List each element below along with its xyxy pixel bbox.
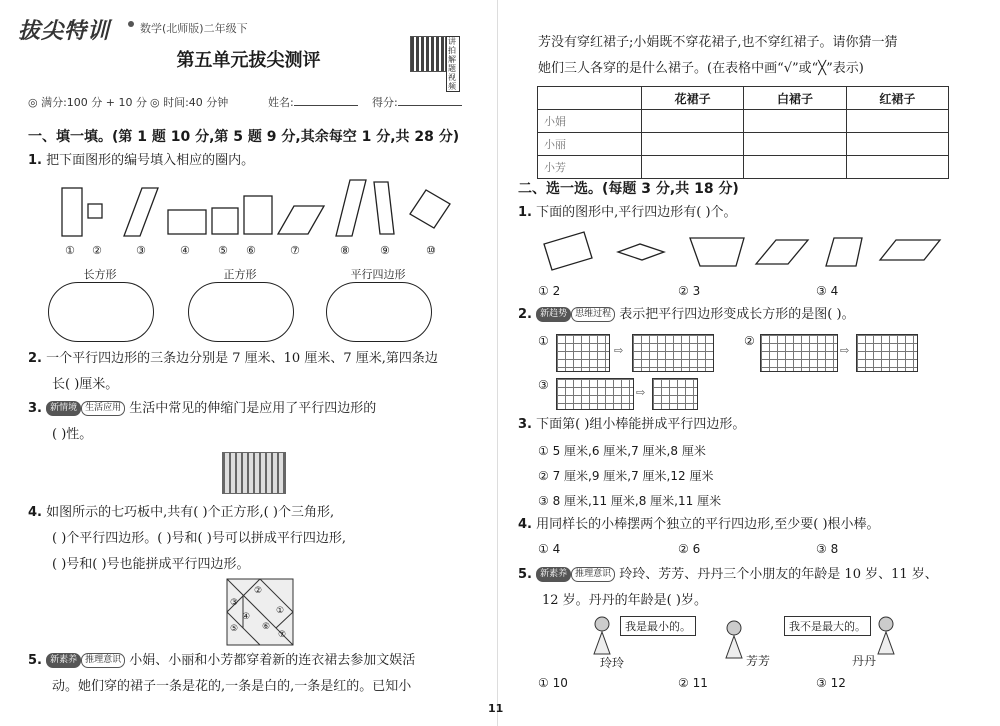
- name-lingling: 玲玲: [600, 656, 625, 670]
- shape-label-3: ③: [136, 244, 146, 257]
- question-text-line2: 动。她们穿的裙子一条是花的,一条是白的,一条是红的。已知小: [52, 679, 412, 694]
- tangram-label-6: ⑥: [262, 622, 271, 632]
- answer-cell[interactable]: [744, 110, 846, 133]
- name-blank[interactable]: [294, 95, 358, 106]
- question-text-line2: ( )个平行四边形。( )号和( )号可以拼成平行四边形,: [52, 531, 346, 546]
- question-5: [28, 648, 415, 700]
- choice-question-4: [518, 512, 880, 538]
- girl-icon: [874, 616, 898, 656]
- question-number: 3.: [518, 417, 532, 432]
- table-row: [538, 110, 949, 133]
- answer-table: [537, 86, 949, 179]
- speech-bubble-1: 我是最小的。: [620, 616, 696, 636]
- question-text-line2: 长( )厘米。: [52, 377, 119, 392]
- question-number: 2.: [28, 351, 42, 366]
- shape-label-7: ⑦: [290, 244, 300, 257]
- choice-question-3: [518, 412, 745, 438]
- qr-label: 讲拍解题视频: [446, 36, 460, 92]
- option-2[interactable]: ② 6: [678, 542, 701, 556]
- choice-question-5: [518, 562, 938, 614]
- section-1-heading: 一、填一填。(第 1 题 10 分,第 5 题 9 分,其余每空 1 分,共 28 分): [28, 129, 460, 145]
- grid-figure-2a: [760, 334, 838, 372]
- question-text-line1: 生活中常见的伸缩门是应用了平行四边形的: [129, 401, 377, 416]
- brand-logo: 拔尖特训: [18, 19, 111, 44]
- choice-question-2: [518, 302, 855, 328]
- tag-new-context: 新情境: [46, 401, 81, 416]
- section-2-heading: 二、选一选。(每题 3 分,共 18 分): [518, 181, 739, 197]
- arrow-icon: ⇨: [614, 344, 624, 357]
- question-text: 把下面图形的编号填入相应的圈内。: [46, 153, 255, 168]
- question-text-line2: 12 岁。丹丹的年龄是( )岁。: [542, 593, 707, 608]
- name-dandan: 丹丹: [852, 654, 877, 668]
- question-number: 1.: [28, 153, 42, 168]
- tag-thinking-process: 思维过程: [571, 307, 615, 322]
- tag-new-literacy: 新素养: [46, 653, 81, 668]
- shape-label-10: ⑩: [426, 244, 436, 257]
- shape-label-2: ②: [92, 244, 102, 257]
- answer-cell[interactable]: [744, 133, 846, 156]
- tangram-label-3: ③: [230, 598, 239, 608]
- tangram-label-5: ⑤: [230, 624, 239, 634]
- tangram-label-1: ①: [276, 606, 285, 616]
- question-number: 1.: [518, 205, 532, 220]
- shape-8: [336, 180, 366, 236]
- oval-title-square: 正方形: [223, 268, 257, 281]
- option-3[interactable]: ③ 8 厘米,11 厘米,8 厘米,11 厘米: [538, 494, 722, 508]
- tag-new-literacy: 新素养: [536, 567, 571, 582]
- question-3: [28, 396, 376, 448]
- question-text-line2: ( )性。: [52, 427, 93, 442]
- option-1[interactable]: ① 4: [538, 542, 561, 556]
- page-title: 第五单元拔尖测评: [176, 50, 321, 71]
- question-1: [28, 148, 254, 174]
- answer-oval-parallelogram[interactable]: [326, 282, 432, 342]
- figure-label-2[interactable]: ②: [744, 334, 755, 348]
- answer-cell[interactable]: [642, 133, 744, 156]
- row-label: 小芳: [538, 156, 642, 179]
- arrow-icon: ⇨: [636, 386, 646, 399]
- option-2[interactable]: ② 11: [678, 676, 708, 690]
- question-number: 4.: [518, 517, 532, 532]
- grid-figure-2b: [856, 334, 918, 372]
- girl-icon: [722, 620, 746, 660]
- option-1[interactable]: ① 2: [538, 284, 561, 298]
- page-number: 11: [488, 702, 504, 715]
- option-3[interactable]: ③ 8: [816, 542, 839, 556]
- option-2[interactable]: ② 3: [678, 284, 701, 298]
- arrow-icon: ⇨: [840, 344, 850, 357]
- answer-cell[interactable]: [846, 110, 948, 133]
- table-header: 花裙子: [642, 87, 744, 110]
- shape-5: [212, 208, 238, 234]
- question-4: [28, 500, 346, 578]
- tag-reasoning: 推理意识: [81, 653, 125, 668]
- choice-1-shapes: [540, 230, 960, 274]
- question-number: 5.: [28, 653, 42, 668]
- oval-title-parallelogram: 平行四边形: [350, 268, 406, 281]
- girl-icon: [590, 616, 614, 656]
- table-header-row: [538, 87, 949, 110]
- figure-label-3[interactable]: ③: [538, 378, 549, 392]
- grid-figure-3b: [652, 378, 698, 410]
- tag-life-application: 生活应用: [81, 401, 125, 416]
- retractable-gate-image: [222, 452, 286, 494]
- shape-label-4: ④: [180, 244, 190, 257]
- question-text-line3: ( )号和( )号也能拼成平行四边形。: [52, 557, 250, 572]
- grid-figure-3a: [556, 378, 634, 410]
- question-number: 3.: [28, 401, 42, 416]
- shape-1: [62, 188, 82, 236]
- shapes-figure: [40, 176, 460, 238]
- tangram-label-7: ⑦: [278, 630, 287, 640]
- column-divider: [497, 0, 498, 726]
- tangram-label-2: ②: [254, 586, 263, 596]
- shape-label-9: ⑨: [380, 244, 390, 257]
- time-limit: ◎ 时间:40 分钟: [150, 96, 229, 109]
- table-row: [538, 156, 949, 179]
- oval-title-rectangle: 长方形: [83, 268, 117, 281]
- table-header: [538, 87, 642, 110]
- question-text: 用同样长的小棒摆两个独立的平行四边形,至少要( )根小棒。: [536, 517, 880, 532]
- answer-cell[interactable]: [744, 156, 846, 179]
- question-text: 表示把平行四边形变成长方形的是图( )。: [619, 307, 855, 322]
- question-number: 5.: [518, 567, 532, 582]
- shape-label-1: ①: [65, 244, 75, 257]
- shape-label-5: ⑤: [218, 244, 228, 257]
- score-label: 得分:: [372, 96, 398, 109]
- name-fangfang: 芳芳: [746, 654, 771, 668]
- table-header: 白裙子: [744, 87, 846, 110]
- figure-label-1[interactable]: ①: [538, 334, 549, 348]
- grid-figure-1a: [556, 334, 610, 372]
- shape-label-8: ⑧: [340, 244, 350, 257]
- option-1[interactable]: ① 5 厘米,6 厘米,7 厘米,8 厘米: [538, 444, 706, 458]
- question-number: 4.: [28, 505, 42, 520]
- question-5-continued: [538, 30, 898, 82]
- shape-3: [124, 188, 158, 236]
- score-field[interactable]: [372, 94, 462, 110]
- option-3[interactable]: ③ 4: [816, 284, 839, 298]
- question-number: 2.: [518, 307, 532, 322]
- shape-label-6: ⑥: [246, 244, 256, 257]
- shape-10: [410, 190, 450, 228]
- row-label: 小娟: [538, 110, 642, 133]
- shape-2: [88, 204, 102, 218]
- shape-7: [278, 206, 324, 234]
- tag-new-trend: 新趋势: [536, 307, 571, 322]
- answer-cell[interactable]: [642, 156, 744, 179]
- answer-oval-rectangle[interactable]: [48, 282, 154, 342]
- name-field[interactable]: [268, 94, 358, 110]
- question-text-line1: 一个平行四边形的三条边分别是 7 厘米、10 厘米、7 厘米,第四条边: [46, 351, 438, 366]
- question-text-line1: 如图所示的七巧板中,共有( )个正方形,( )个三角形,: [46, 505, 335, 520]
- tangram-label-4: ④: [242, 612, 251, 622]
- grid-figure-1b: [632, 334, 714, 372]
- option-2[interactable]: ② 7 厘米,9 厘米,7 厘米,12 厘米: [538, 469, 714, 483]
- row-label: 小丽: [538, 133, 642, 156]
- table-header: 红裙子: [846, 87, 948, 110]
- question-text-line4: 她们三人各穿的是什么裙子。(在表格中画“√”或“╳”表示): [538, 61, 864, 76]
- score-blank[interactable]: [398, 95, 462, 106]
- choice-question-1: [518, 200, 737, 226]
- answer-oval-square[interactable]: [188, 282, 294, 342]
- book-subtitle: 数学(北师版)二年级下: [140, 22, 248, 35]
- question-text-line1: 玲玲、芳芳、丹丹三个小朋友的年龄是 10 岁、11 岁、: [619, 567, 938, 582]
- question-text: 下面的图形中,平行四边形有( )个。: [536, 205, 737, 220]
- shape-9: [374, 182, 394, 234]
- question-text-line3: 芳没有穿红裙子;小娟既不穿花裙子,也不穿红裙子。请你猜一猜: [538, 35, 898, 50]
- shape-6: [244, 196, 272, 234]
- answer-cell[interactable]: [846, 133, 948, 156]
- answer-cell[interactable]: [846, 156, 948, 179]
- option-1[interactable]: ① 10: [538, 676, 568, 690]
- question-text-line1: 小娟、小丽和小芳都穿着新的连衣裙去参加文娱活: [129, 653, 416, 668]
- full-score: ◎ 满分:100 分 + 10 分: [28, 96, 147, 109]
- shape-4: [168, 210, 206, 234]
- tag-reasoning: 推理意识: [571, 567, 615, 582]
- question-2: [28, 346, 438, 398]
- speech-bubble-2: 我不是最大的。: [784, 616, 871, 636]
- answer-cell[interactable]: [642, 110, 744, 133]
- option-3[interactable]: ③ 12: [816, 676, 846, 690]
- bullet-icon: [128, 21, 134, 27]
- question-text: 下面第( )组小棒能拼成平行四边形。: [536, 417, 746, 432]
- name-label: 姓名:: [268, 96, 294, 109]
- table-row: [538, 133, 949, 156]
